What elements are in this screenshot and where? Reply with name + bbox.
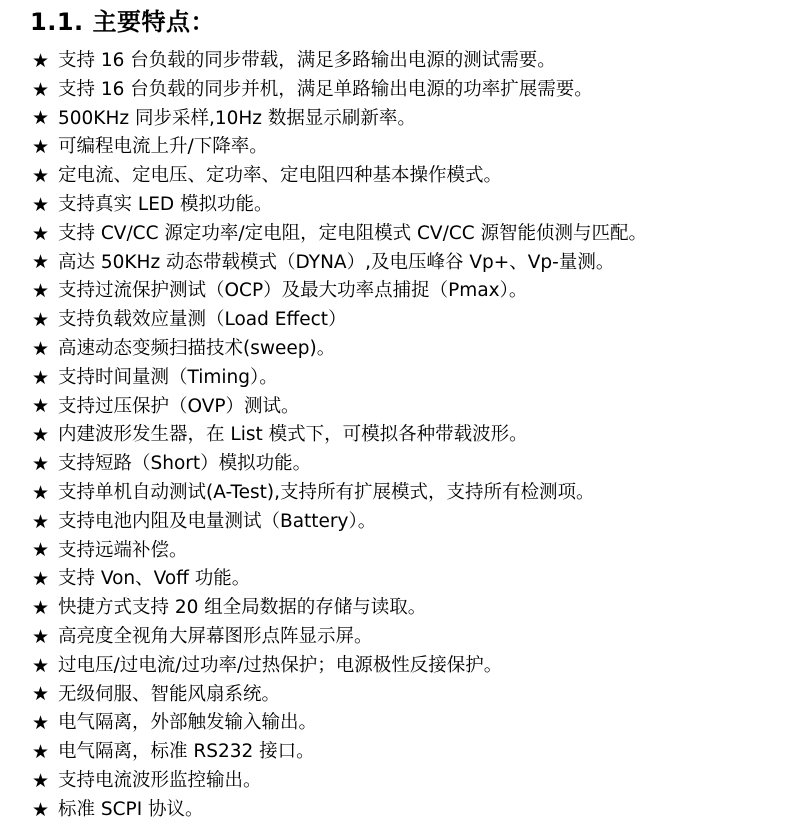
feature-item xyxy=(32,796,782,825)
feature-text: 支持远端补偿。 xyxy=(58,539,188,561)
feature-text: 过电压/过电流/过功率/过热保护；电源极性反接保护。 xyxy=(58,654,503,676)
star-icon: ★ xyxy=(32,769,50,792)
feature-item xyxy=(32,537,782,566)
feature-text: 快捷方式支持 20 组全局数据的存储与读取。 xyxy=(58,597,427,619)
star-icon: ★ xyxy=(32,625,50,648)
star-icon: ★ xyxy=(32,539,50,562)
star-icon: ★ xyxy=(32,481,50,504)
feature-item xyxy=(32,393,782,422)
feature-text: 支持 16 台负载的同步并机，满足单路输出电源的功率扩展需要。 xyxy=(58,78,593,100)
feature-item xyxy=(32,479,782,508)
star-icon: ★ xyxy=(32,366,50,389)
feature-text: 支持 CV/CC 源定功率/定电阻，定电阻模式 CV/CC 源智能侦测与匹配。 xyxy=(58,222,648,244)
feature-item xyxy=(32,306,782,335)
star-icon: ★ xyxy=(32,424,50,447)
feature-item xyxy=(32,335,782,364)
feature-text: 支持 16 台负载的同步带载，满足多路输出电源的测试需要。 xyxy=(58,50,556,71)
feature-item xyxy=(32,421,782,450)
feature-item xyxy=(32,508,782,537)
section-heading: 1.1. 主要特点： xyxy=(30,8,215,36)
feature-text: 可编程电流上升/下降率。 xyxy=(58,136,268,158)
star-icon: ★ xyxy=(32,395,50,418)
star-icon: ★ xyxy=(32,222,50,245)
star-icon: ★ xyxy=(32,251,50,274)
feature-item xyxy=(32,450,782,479)
feature-text: 支持电池内阻及电量测试（Battery）。 xyxy=(58,510,377,532)
feature-text: 支持电流波形监控输出。 xyxy=(58,769,262,791)
feature-text: 高速动态变频扫描技术(sweep)。 xyxy=(58,337,336,359)
feature-text: 内建波形发生器，在 List 模式下，可模拟各种带载波形。 xyxy=(58,424,528,446)
feature-item xyxy=(32,162,782,191)
feature-item xyxy=(32,652,782,681)
star-icon: ★ xyxy=(32,309,50,332)
feature-text: 支持时间量测（Timing）。 xyxy=(58,366,278,388)
feature-item xyxy=(32,623,782,652)
feature-item xyxy=(32,105,782,134)
feature-item xyxy=(32,133,782,162)
star-icon: ★ xyxy=(32,78,50,101)
star-icon: ★ xyxy=(32,453,50,476)
feature-text: 支持负载效应量测（Load Effect） xyxy=(58,309,347,331)
star-icon: ★ xyxy=(32,683,50,706)
feature-text: 支持短路（Short）模拟功能。 xyxy=(58,453,312,475)
star-icon: ★ xyxy=(32,165,50,188)
feature-text: 高亮度全视角大屏幕图形点阵显示屏。 xyxy=(58,625,373,647)
star-icon: ★ xyxy=(32,337,50,360)
feature-item xyxy=(32,191,782,220)
star-icon: ★ xyxy=(32,654,50,677)
star-icon: ★ xyxy=(32,798,50,821)
feature-text: 500KHz 同步采样,10Hz 数据显示刷新率。 xyxy=(58,107,416,129)
feature-text: 电气隔离，标准 RS232 接口。 xyxy=(58,741,315,763)
star-icon: ★ xyxy=(32,510,50,533)
star-icon: ★ xyxy=(32,49,50,72)
star-icon: ★ xyxy=(32,741,50,764)
star-icon: ★ xyxy=(32,712,50,735)
star-icon: ★ xyxy=(32,597,50,620)
feature-text: 定电流、定电压、定功率、定电阻四种基本操作模式。 xyxy=(58,165,503,187)
feature-item xyxy=(32,594,782,623)
feature-item xyxy=(32,738,782,767)
feature-item xyxy=(32,76,782,105)
feature-list xyxy=(32,47,782,825)
feature-item xyxy=(32,249,782,278)
feature-text: 支持真实 LED 模拟功能。 xyxy=(58,193,273,215)
feature-text: 支持过压保护（OVP）测试。 xyxy=(58,395,300,417)
star-icon: ★ xyxy=(32,136,50,159)
star-icon: ★ xyxy=(32,107,50,130)
star-icon: ★ xyxy=(32,280,50,303)
feature-text: 电气隔离，外部触发输入输出。 xyxy=(58,712,318,734)
feature-item xyxy=(32,565,782,594)
feature-text: 无级伺服、智能风扇系统。 xyxy=(58,683,281,705)
feature-item xyxy=(32,277,782,306)
feature-text: 高达 50KHz 动态带载模式（DYNA）,及电压峰谷 Vp+、Vp-量测。 xyxy=(58,251,615,273)
feature-item xyxy=(32,220,782,249)
feature-item xyxy=(32,364,782,393)
feature-item xyxy=(32,681,782,710)
feature-text: 支持过流保护测试（OCP）及最大功率点捕捉（Pmax）。 xyxy=(58,280,528,302)
feature-text: 支持单机自动测试(A-Test),支持所有扩展模式，支持所有检测项。 xyxy=(58,481,595,503)
feature-item xyxy=(32,709,782,738)
star-icon: ★ xyxy=(32,193,50,216)
feature-item xyxy=(32,47,782,76)
star-icon: ★ xyxy=(32,568,50,591)
feature-item xyxy=(32,767,782,796)
feature-text: 支持 Von、Voff 功能。 xyxy=(58,568,251,590)
feature-text: 标准 SCPI 协议。 xyxy=(58,798,204,820)
